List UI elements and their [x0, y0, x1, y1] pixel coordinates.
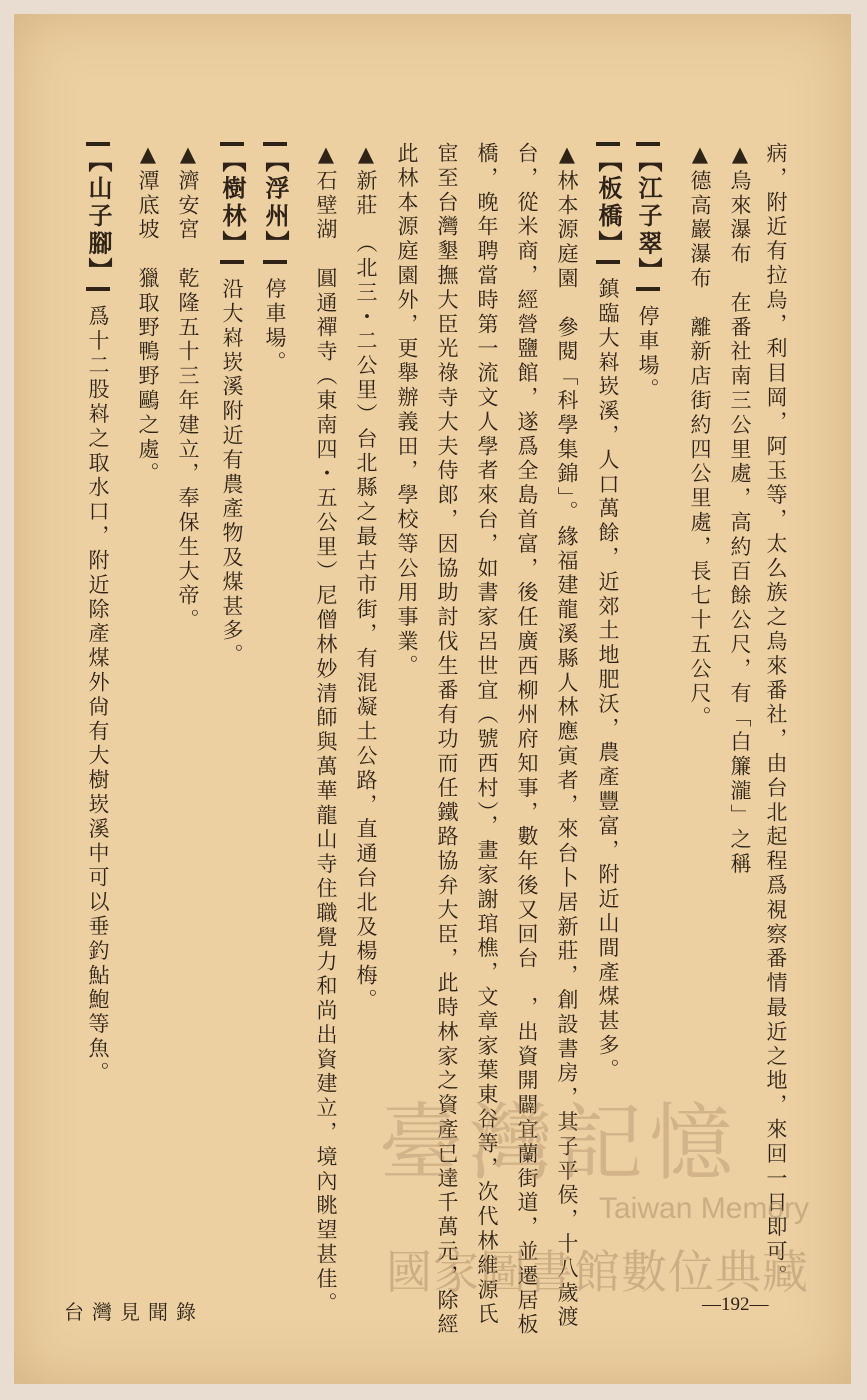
column-text: ▲石壁湖 圓通禪寺（東南四・五公里）尼僧林妙清師與萬華龍山寺住職覺力和尚出資建立，境內眺望甚佳。	[314, 142, 338, 1317]
column-text: 鎮臨大嵙崁溪，人口萬餘，近郊土地肥沃，農產豐富，附近山間產煤甚多。	[596, 277, 620, 1083]
text-column-14	[218, 142, 247, 669]
column-text: ▲烏來瀑布 在番社南三公里處，高約百餘公尺，有「白簾瀧」之稱	[728, 142, 752, 877]
column-text: ▲德高巖瀑布 離新店街約四公里處，長七十五公尺。	[688, 142, 712, 731]
column-text: ▲潭底坡 獵取野鴨野鷗之處。	[136, 142, 160, 487]
running-footer-title: 台灣見聞錄	[64, 1300, 204, 1324]
text-column-16	[137, 142, 158, 487]
text-column-11	[355, 142, 376, 1013]
column-text: 病，附近有拉烏，利目岡，阿玉等，太么族之烏來番社，由台北起程爲視察番情最近之地，來回一日即可。	[764, 142, 788, 1289]
column-text: 停車場。	[263, 277, 287, 376]
section-heading: 【江子翠】	[636, 142, 660, 291]
text-column-10	[396, 142, 417, 679]
text-column-4	[634, 142, 663, 403]
column-text: ▲林本源庭園 參閱「科學集錦」。緣福建龍溪縣人林應寅者，來台卜居新莊，創設書房，其子平侯，十八歲渡	[555, 142, 579, 1331]
watermark-logo-chars: 臺灣記憶	[379, 1094, 740, 1192]
column-text: 爲十二股嵙之取水口，附近除產煤外尙有大樹崁溪中可以垂釣鮎鮑等魚。	[86, 305, 110, 1086]
column-text: 橋，晚年聘當時第一流文人學者來台，如書家呂世宜（號西村），畫家謝琯樵，文章家葉東谷等，次代林維源氏	[475, 142, 499, 1328]
text-column-1	[765, 142, 786, 1289]
section-heading: 【山子腳】	[86, 142, 110, 291]
text-column-17	[84, 142, 113, 1086]
text-column-13	[261, 142, 290, 376]
column-text: 宦至台灣墾撫大臣光祿寺大夫侍郎，因協助討伐生番有功而任鐵路協弁大臣，此時林家之資產已達千萬元，除經	[435, 142, 459, 1338]
text-column-3	[689, 142, 710, 731]
section-heading: 【浮州】	[263, 142, 287, 264]
text-column-15	[177, 142, 198, 633]
text-column-12	[315, 142, 336, 1316]
text-column-2	[729, 142, 750, 877]
section-heading: 【樹林】	[220, 142, 244, 264]
watermark-english: Taiwan Memory	[599, 1192, 810, 1225]
column-text: ▲濟安宮 乾隆五十三年建立，奉保生大帝。	[176, 142, 200, 633]
column-text: ▲新莊 （北三・二公里）台北縣之最古市街，有混凝土公路，直通台北及楊梅。	[354, 142, 378, 1013]
column-text: 沿大嵙崁溪附近有農產物及煤甚多。	[220, 277, 244, 669]
page-number: —192—	[702, 1294, 769, 1315]
section-heading: 【板橋】	[596, 142, 620, 264]
text-column-5	[594, 142, 623, 1083]
watermark-subtitle: 國家圖書館數位典藏	[386, 1245, 809, 1299]
book-page	[14, 14, 851, 1384]
column-text: 停車場。	[636, 305, 660, 403]
column-text: 台，從米商，經營鹽館，遂爲全島首富，後任廣西柳州府知事，數年後又回台 ，出資開闢宜蘭街道，並遷居板	[515, 142, 539, 1338]
column-text: 此林本源庭園外，更舉辦義田，學校等公用事業。	[395, 142, 419, 679]
